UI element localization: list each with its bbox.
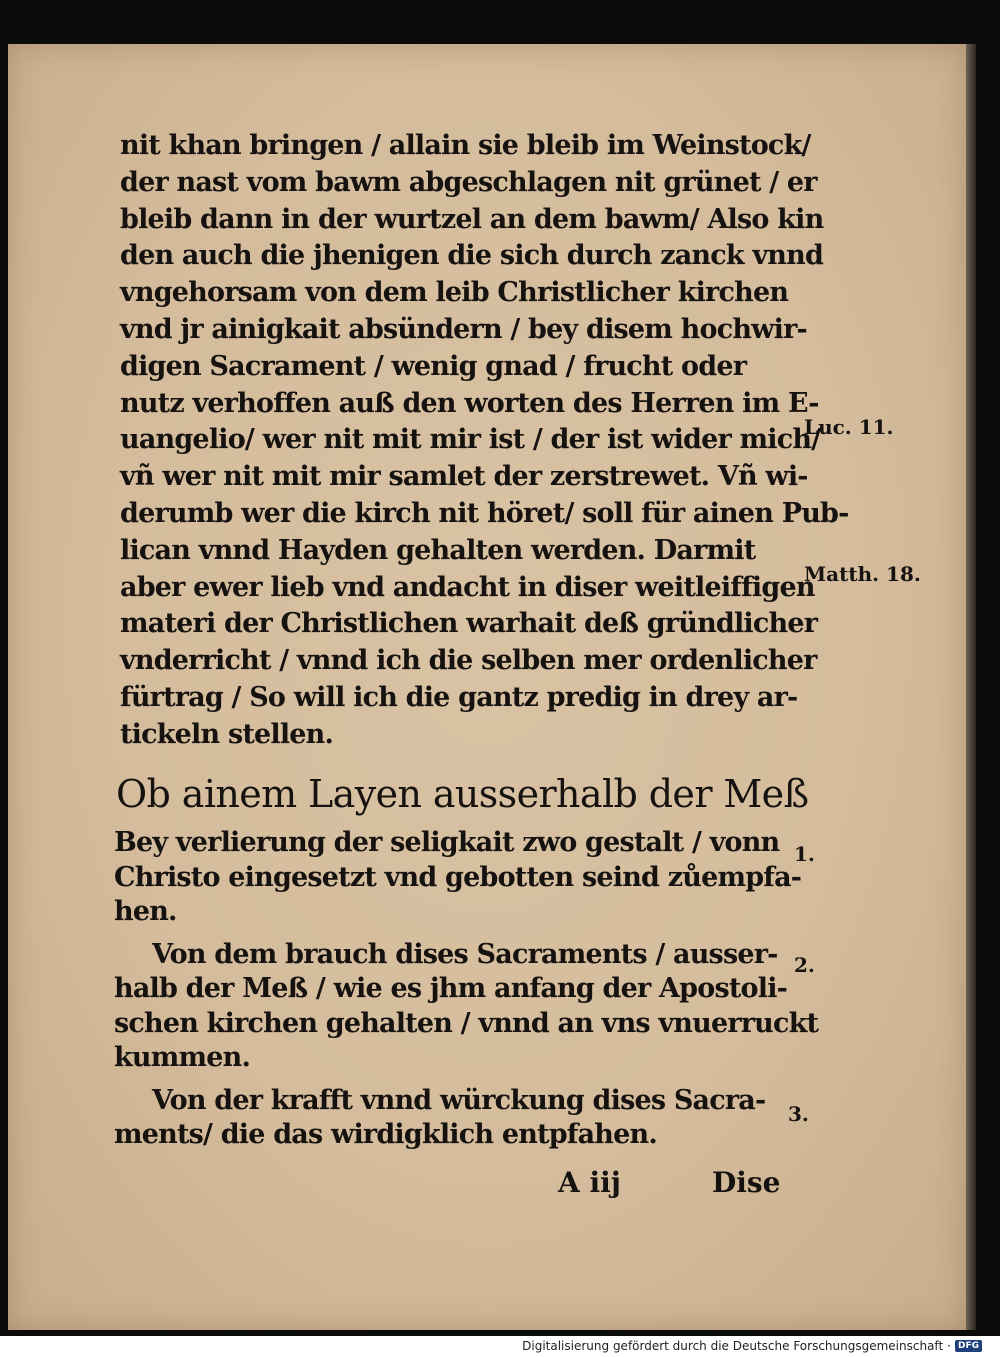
body-line: nutz verhoffen auß den worten des Herren im E-: [120, 387, 819, 419]
article-list: [114, 826, 819, 1153]
footer-credit: [522, 1339, 982, 1353]
catchword: Dise: [712, 1166, 781, 1199]
body-line: tickeln stellen.: [120, 718, 334, 750]
article-line: halb der Meß / wie es jhm anfang der Apostoli-: [114, 973, 788, 1004]
body-line: derumb wer die kirch nit höret/ soll für ainen Pub-: [120, 497, 849, 529]
body-line: fürtrag / So will ich die gantz predig in drey ar-: [120, 681, 798, 713]
footer-separator: ·: [947, 1339, 951, 1353]
margin-note-matthew: Matth. 18.: [804, 562, 921, 586]
margin-number-2: 2.: [794, 953, 815, 977]
body-line: vnderricht / vnnd ich die selben mer ordenlicher: [120, 645, 817, 677]
article-gap: [114, 930, 814, 938]
body-line: der nast vom bawm abgeschlagen nit grünet / er: [120, 166, 817, 198]
article-line: kummen.: [114, 1042, 251, 1073]
body-line: nit khan bringen / allain sie bleib im Weinstock/: [120, 130, 811, 161]
article-line: Von der krafft vnnd würckung dises Sacra-: [152, 1084, 766, 1116]
signature-mark: A iij: [558, 1166, 621, 1199]
article-line: schen kirchen gehalten / vnnd an vns vnuerruckt: [114, 1007, 819, 1039]
section-heading: Ob ainem Layen ausserhalb der Meß: [116, 772, 809, 816]
article-line: Von dem brauch dises Sacraments / ausser-: [152, 938, 778, 970]
body-line: vngehorsam von dem leib Christlicher kirchen: [120, 277, 789, 309]
margin-number-1: 1.: [794, 842, 815, 866]
body-line: vñ wer nit mit mir samlet der zerstrewet. Vñ wi-: [120, 461, 808, 493]
article-line: Bey verlierung der seligkait zwo gestalt / vonn: [114, 827, 780, 858]
margin-number-3: 3.: [788, 1102, 809, 1126]
dfg-logo-icon: DFG: [955, 1340, 982, 1352]
margin-note-luke: Luc. 11.: [804, 415, 894, 439]
body-line: den auch die jhenigen die sich durch zanck vnnd: [120, 240, 824, 272]
body-line: vnd jr ainigkait absündern / bey disem hochwir-: [120, 313, 807, 345]
page-edge: [966, 44, 976, 1330]
article-line: ments/ die das wirdigklich entpfahen.: [114, 1119, 657, 1150]
body-line: bleib dann in der wurtzel an dem bawm/ Also kin: [120, 203, 824, 235]
body-line: lican vnnd Hayden gehalten werden. Darmit: [120, 534, 756, 566]
article-line: hen.: [114, 896, 177, 927]
body-line: digen Sacrament / wenig gnad / frucht oder: [120, 350, 747, 382]
footer-text: Digitalisierung gefördert durch die Deutsche Forschungsgemeinschaft: [522, 1339, 944, 1353]
body-line: uangelio/ wer nit mit mir ist / der ist wider mich/: [120, 424, 821, 456]
body-line: materi der Christlichen warhait deß gründlicher: [120, 608, 818, 640]
body-line: aber ewer lieb vnd andacht in diser weitleiffigen: [120, 571, 815, 603]
article-line: Christo eingesetzt vnd gebotten seind zůempfa-: [114, 861, 802, 893]
article-gap: [114, 1076, 814, 1084]
